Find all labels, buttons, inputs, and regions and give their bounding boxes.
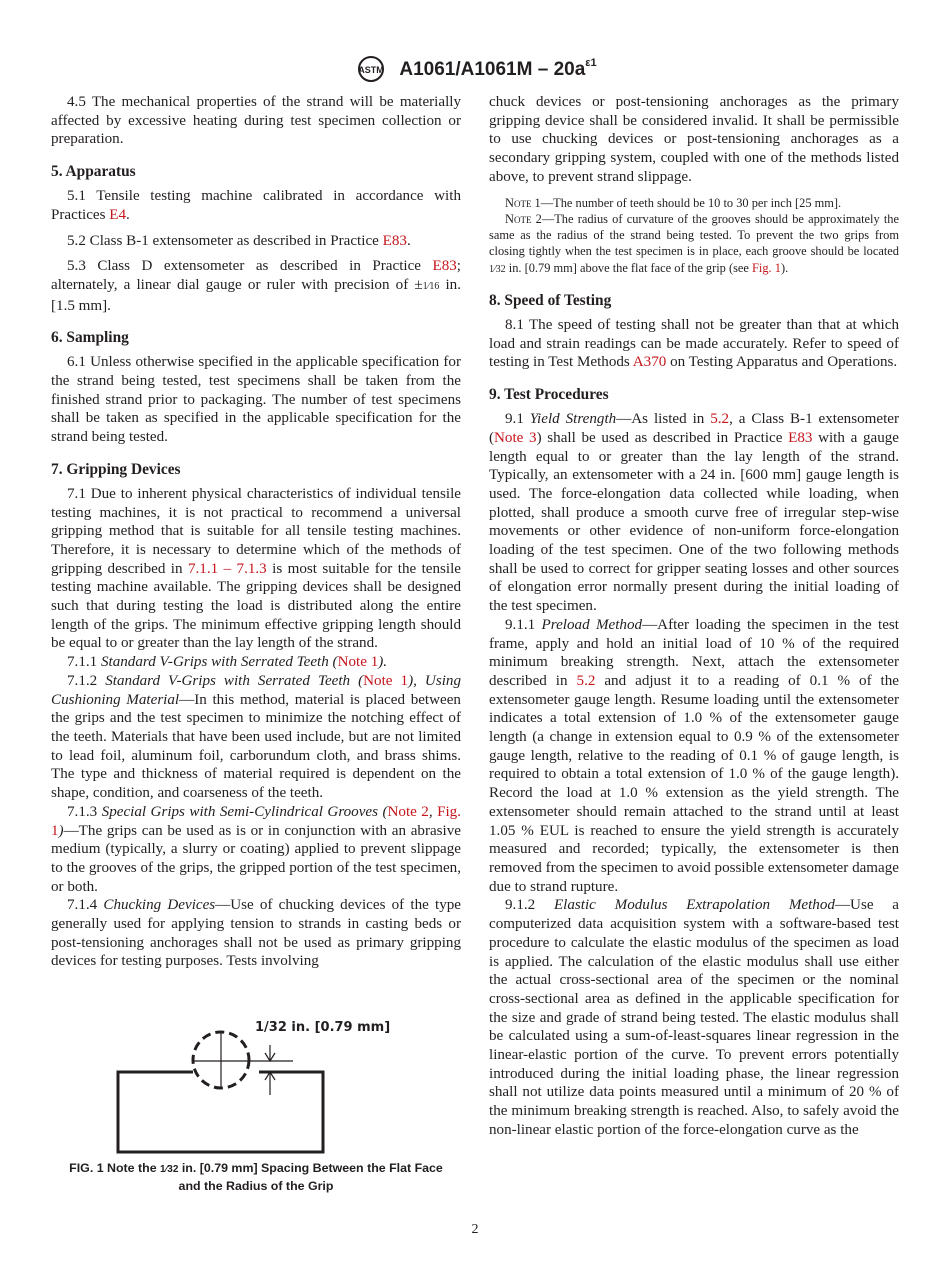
- right-column: [489, 93, 899, 1140]
- paragraph-9-1-2: 9.1.2 Elastic Modulus Extrapolation Method—Use a computerized data acquisition system with a software-based test procedure to calculate the elastic modulus of the specimen as load is applied. The calculation of the elastic modulus shall use either the actual cross-sectional area of the specimen or the nominal cross-sectional area as defined in the applicable specification for the size and grade of strand being tested. The elastic modulus shall be calculated using a sum-of-least-squares linear regression in the linear-elastic portion of the curve. To prevent errors potentially introduced during the initial loading phase, the linear regression shall not utilize data points measured until a minimum of 20 % of the minimum breaking strength is reached. Also, to safely avoid the non-linear elastic portion of the force-elongation curve as the: [489, 897, 899, 1138]
- left-column: [51, 93, 461, 971]
- paragraph-7-1-4-continued: chuck devices or post-tensioning anchorages as the primary gripping device shall be considered invalid. It shall be permissible to use chucking devices or post-tensioning anchorages as a secondary gripping system, coupled with one of the methods listed above, to prevent strand slippage.: [489, 94, 899, 185]
- link-e4[interactable]: E4: [109, 206, 127, 223]
- section-6-heading: 6. Sampling: [51, 329, 129, 347]
- section-7-heading: 7. Gripping Devices: [51, 460, 181, 478]
- paragraph-7-1-4: 7.1.4 Chucking Devices—Use of chucking devices of the type generally used for applying tension to strands in casting beds or post-tensioning anchorages shall not be used as primary gripping devices for testing purposes. Tests involving: [51, 897, 461, 970]
- link-5-2[interactable]: 5.2: [576, 672, 596, 689]
- section-8-heading: 8. Speed of Testing: [489, 292, 612, 309]
- paragraph-9-1-1: 9.1.1 Preload Method—After loading the specimen in the test frame, apply and hold an initial load of 10 % of the required minimum breaking strength. Next, attach the extensometer described in 5.2 and adjust it to a reading of 0.1 % of the extensometer gauge length. Resume loading until the extensometer indicates a total extension of 1.0 % of the extensometer gauge length (a change in extension equal to 0.9 % of the extensometer gauge length, relative to the reading of 0.1 % of gauge length, is required to obtain a total extension of 1.0 % of the gauge length). Record the load at 1.0 % extension as the yield strength. The extensometer should remain attached to the strand until at least 1.05 % EUL is reached to ensure the yield strength is accurately measured and recorded; typically, the extensometer is then removed from the specimen to avoid possible extensometer damage due to strand rupture.: [489, 616, 899, 895]
- paragraph-8-1: 8.1 The speed of testing shall not be greater than that at which load and strain readings can be made accurately. Refer to speed of testing in Test Methods A370 on Testing Apparatus and Operations.: [489, 317, 899, 371]
- note-1: Note 1—The number of teeth should be 10 to 30 per inch [25 mm].: [505, 195, 842, 210]
- paragraph-5-2: 5.2 Class B-1 extensometer as described in Practice E83.: [67, 232, 411, 249]
- paragraph-6-1: 6.1 Unless otherwise specified in the applicable specification for the strand being tested, test specimens shall be taken from the finished strand prior to packaging. The number of test specimens shall be taken as specified in the applicable specification for the strand being tested.: [51, 354, 461, 446]
- svg-text:ASTM: ASTM: [358, 65, 385, 75]
- paragraph-9-1: 9.1 Yield Strength—As listed in 5.2, a Class B-1 extensometer (Note 3) shall be used as described in Practice E83 with a gauge length equal to or greater than the lay length of the strand. Typically, an extensometer with a 24 in. [600 mm] gauge length is used. The force-elongation data collected while loading, when plotted, shall produce a smooth curve free of irregular step-wise movements or other evidence of non-uniform force-elongation loading of the test specimen. One of the two following methods shall be used to correct for gripper seating losses and other sources of elongation error normally present during the initial loading of the test specimen.: [489, 411, 899, 615]
- link-note-1[interactable]: Note 1: [337, 654, 379, 671]
- link-5-2[interactable]: 5.2: [710, 411, 730, 428]
- paragraph-7-1-1: 7.1.1 Standard V-Grips with Serrated Teeth (Note 1).: [67, 654, 388, 671]
- astm-logo-icon: [353, 55, 389, 83]
- link-note-1[interactable]: Note 1: [363, 672, 409, 689]
- dimension-label: 1/32 in. [0.79 mm]: [255, 1020, 391, 1035]
- paragraph-5-3: 5.3 Class D extensometer as described in Practice E83; alternately, a linear dial gauge or ruler with precision of ±1⁄16 in. [1.5 mm].: [51, 258, 461, 314]
- page-number: 2: [471, 1222, 479, 1237]
- link-fig-1[interactable]: Fig. 1: [51, 803, 462, 839]
- link-e83[interactable]: E83: [788, 429, 813, 446]
- section-9-heading: 9. Test Procedures: [489, 386, 609, 404]
- note-2: Note 2—The radius of curvature of the grooves should be approximately the same as the radius of the strand being tested. To prevent the two grips from closing tightly when the test specimen is in place, each groove should be located 1⁄32 in. [0.79 mm] above the flat face of the grip (see Fig. 1).: [489, 211, 899, 275]
- paragraph-7-1: 7.1 Due to inherent physical characteristics of individual tensile testing machines, it is not practical to recommend a universal gripping method that is suitable for all tensile testing machines. Therefore, it is necessary to determine which of the methods of gripping described in 7.1.1 – 7.1.3 is most suitable for the tensile testing machine available. The gripping devices shall be designed such that during testing the load is distributed along the entire length of the grips. The minimum effective gripping length should be equal to or greater than the lay length of the strand.: [51, 485, 462, 652]
- link-7-1-1-7-1-3[interactable]: 7.1.1 – 7.1.3: [187, 560, 267, 577]
- link-e83[interactable]: E83: [382, 232, 407, 249]
- section-5-heading: 5. Apparatus: [51, 163, 136, 181]
- paragraph-7-1-2: 7.1.2 Standard V-Grips with Serrated Teeth (Note 1), Using Cushioning Material—In this method, material is placed between the grips and the test specimen to minimize the notching effect of the teeth. Materials that have been used include, but are not limited to lead foil, aluminum foil, carborundum cloth, and brass shims. The type and thickness of material required is dependent on the shape, condition, and coarseness of the teeth.: [51, 672, 461, 802]
- link-note-3[interactable]: Note 3: [494, 429, 537, 446]
- paragraph-5-1: 5.1 Tensile testing machine calibrated in accordance with Practices E4.: [51, 188, 461, 223]
- paragraph-7-1-3: 7.1.3 Special Grips with Semi-Cylindrical Grooves (Note 2, Fig. 1)—The grips can be used as is or in conjunction with an abrasive medium (typically, a slurry or coating) applied to prevent slippage to the grooves of the grips, the gripped portion of the test specimen, or both.: [51, 803, 462, 895]
- paragraph-4-5: 4.5 The mechanical properties of the strand will be materially affected by excessive heating during test specimen collection or preparation.: [51, 94, 461, 148]
- document-designation: $A1061/A1061M - 20a^{\varepsilon 1}$: [399, 57, 597, 80]
- link-e83[interactable]: E83: [432, 258, 457, 275]
- link-note-2[interactable]: Note 2: [387, 803, 429, 820]
- page-header: [0, 55, 950, 85]
- link-fig-1[interactable]: Fig. 1: [752, 260, 781, 275]
- figure-1-caption: FIG. 1 Note the 1⁄32 in. [0.79 mm] Spacing Between the Flat Face and the Radius of the Grip: [69, 1161, 443, 1193]
- link-a370[interactable]: A370: [632, 354, 667, 371]
